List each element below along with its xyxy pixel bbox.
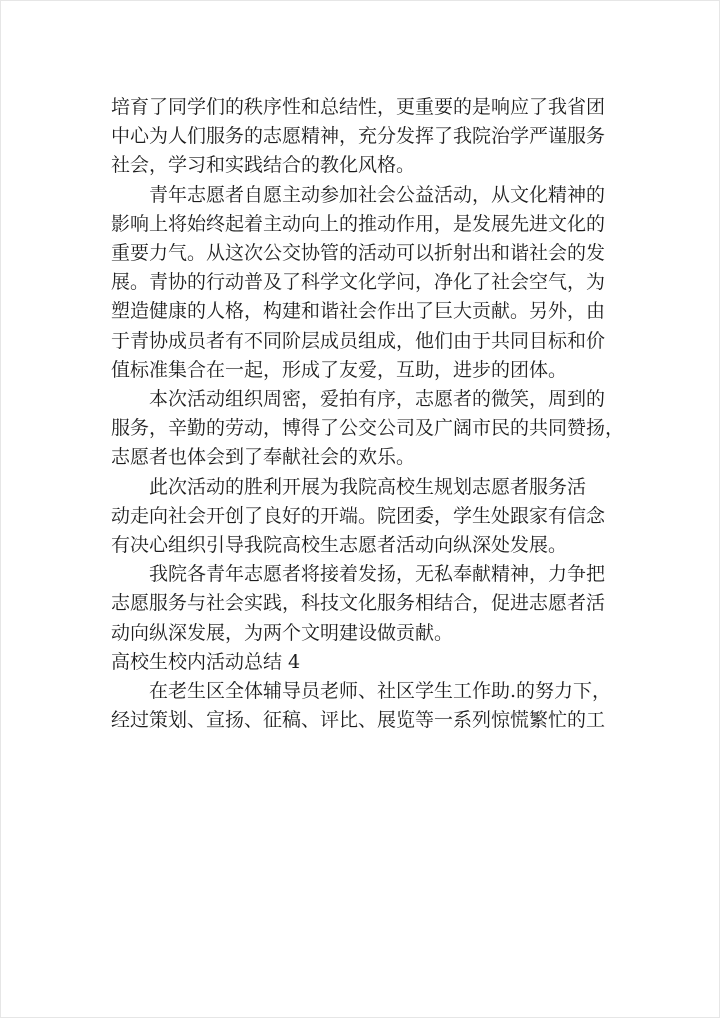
text-line: 社会，学习和实践结合的教化风格。: [111, 154, 416, 177]
text-line: 志愿服务与社会实践，科技文化服务相结合，促进志愿者活: [111, 592, 606, 615]
text-line: 影响上将始终起着主动向上的推动作用，是发展先进文化的: [111, 212, 606, 235]
text-line: 此次活动的胜利开展为我院高校生规划志愿者服务活: [149, 475, 587, 498]
text-line: 培育了同学们的秩序性和总结性，更重要的是响应了我省团: [111, 96, 606, 118]
text-line: 有决心组织引导我院高校生志愿者活动向纵深处发展。: [111, 534, 568, 557]
text-line: 在老生区全体辅导员老师、社区学生工作助.的努力下，: [149, 680, 612, 703]
text-line: 展。青协的行动普及了科学文化学问，净化了社会空气，为: [111, 271, 606, 294]
text-line: 重要力气。从这次公交协管的活动可以折射出和谐社会的发: [111, 242, 606, 265]
paragraph-1: [111, 93, 611, 181]
paragraph-6: [111, 677, 611, 735]
text-line: 服务，辛勤的劳动，博得了公交公司及广阔市民的共同赞扬，: [111, 417, 625, 440]
paragraph-3: [111, 385, 625, 473]
text-line: 我院各青年志愿者将接着发扬，无私奉献精神，力争把: [149, 563, 606, 586]
text-line: 塑造健康的人格，构建和谐社会作出了巨大贡献。另外，由: [111, 300, 606, 323]
text-line: 动向纵深发展，为两个文明建设做贡献。: [111, 621, 454, 644]
text-line: 志愿者也体会到了奉献社会的欢乐。: [111, 446, 416, 469]
section-heading: 高校生校内活动总结 4: [111, 650, 301, 673]
paragraph-2: [111, 181, 611, 385]
text-line: 于青协成员者有不同阶层成员组成，他们由于共同目标和价: [111, 329, 606, 352]
text-line: 本次活动组织周密，爱拍有序，志愿者的微笑，周到的: [149, 388, 606, 411]
text-line: 中心为人们服务的志愿精神，充分发挥了我院治学严谨服务: [111, 125, 606, 148]
text-line: 值标准集合在一起，形成了友爱，互助，进步的团体。: [111, 358, 568, 381]
text-line: 青年志愿者自愿主动参加社会公益活动，从文化精神的: [149, 183, 606, 206]
text-line: 动走向社会开创了良好的开端。院团委，学生处跟家有信念: [111, 504, 606, 527]
paragraph-5: [111, 560, 611, 648]
document-body: [111, 93, 625, 735]
text-line: 经过策划、宣扬、征稿、评比、展览等一系列惊慌繁忙的工: [111, 709, 606, 732]
paragraph-4: [111, 473, 611, 561]
